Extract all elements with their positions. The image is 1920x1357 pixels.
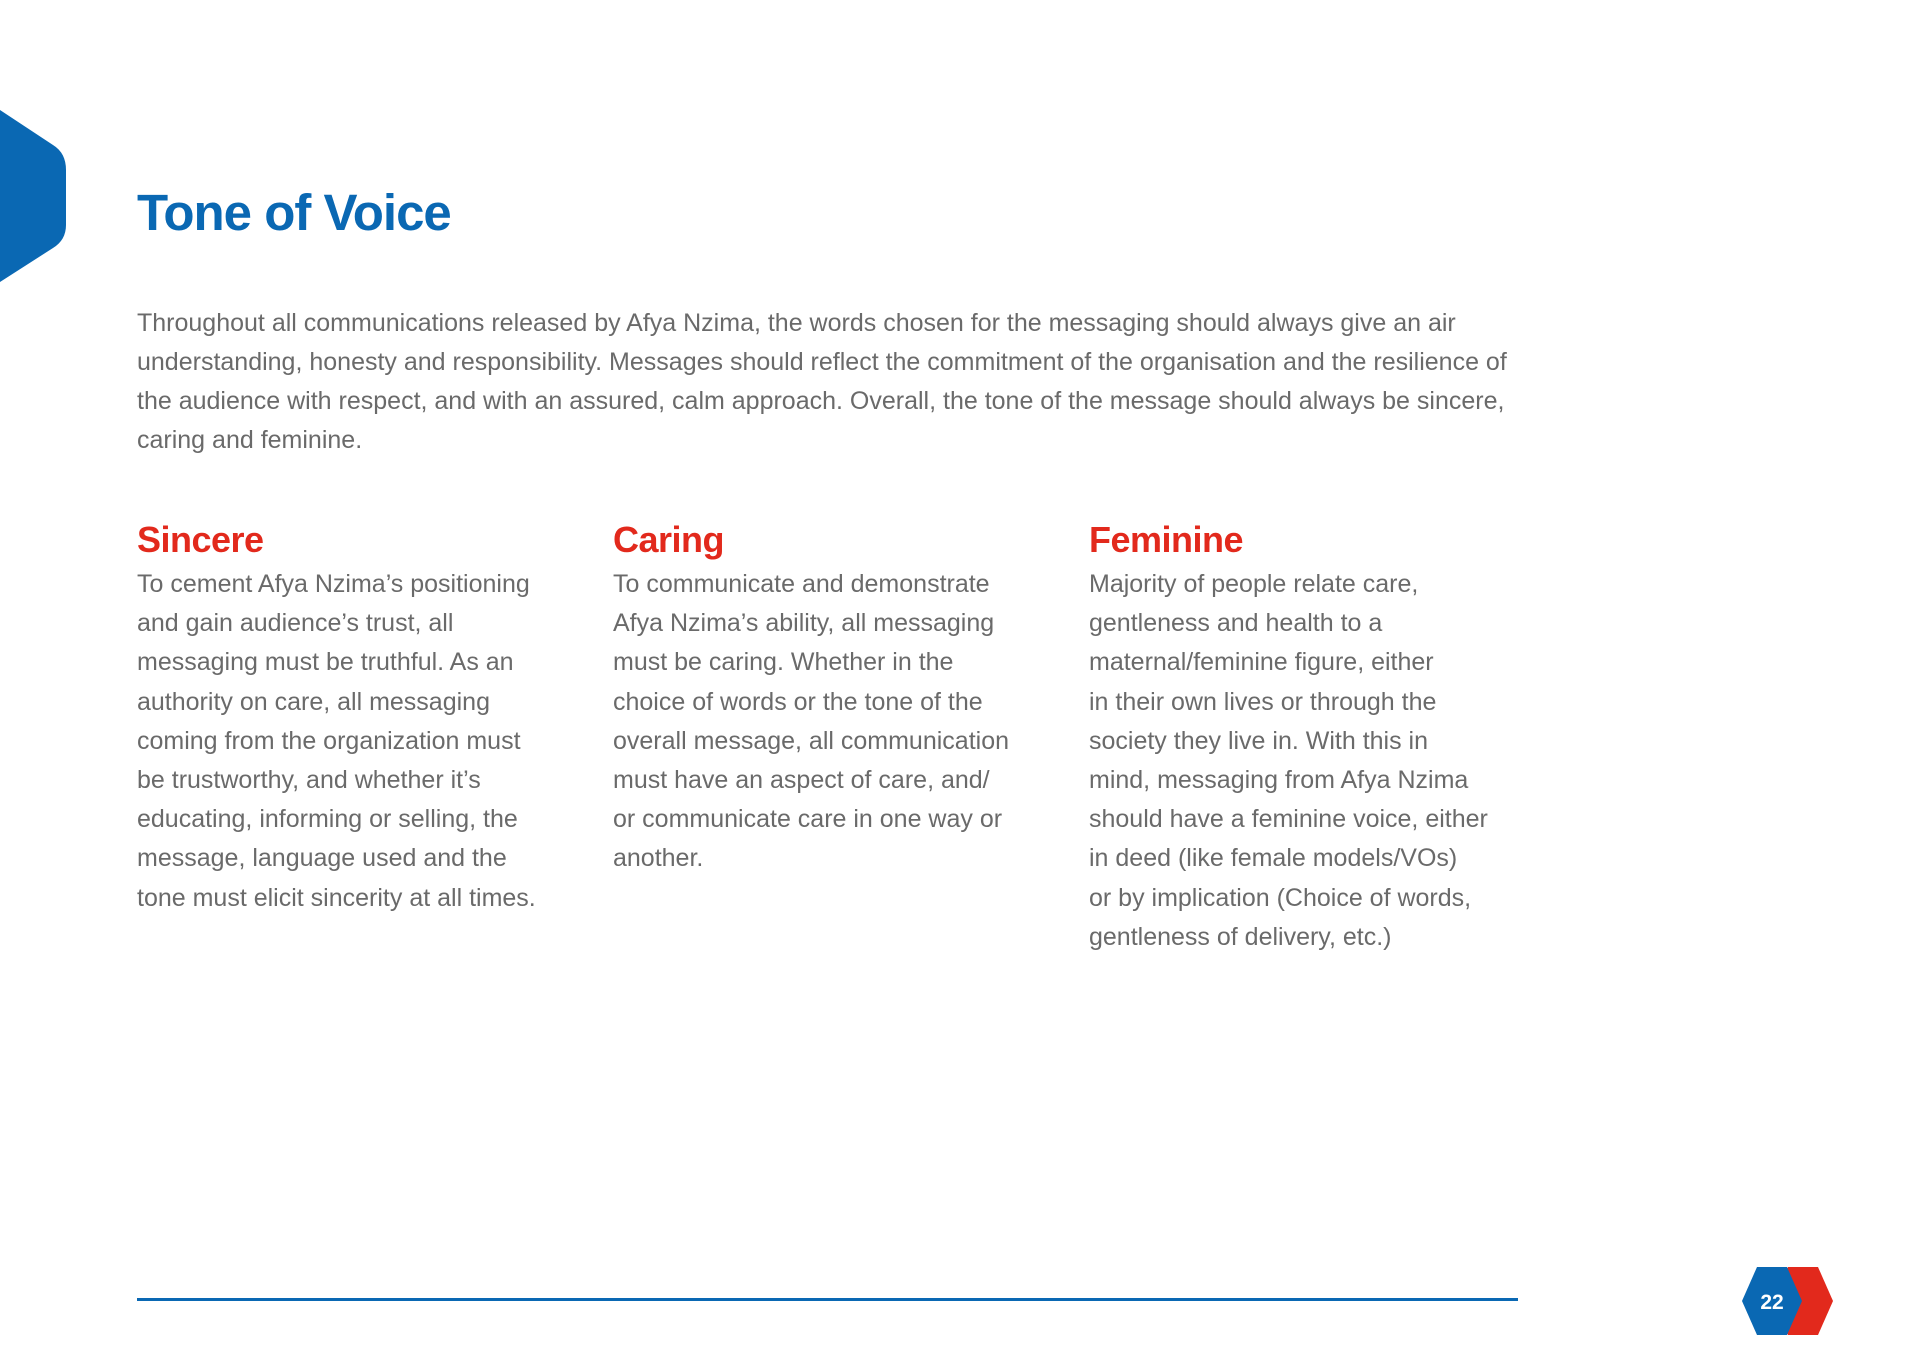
body-line: gentleness of delivery, etc.) <box>1089 922 1392 951</box>
tone-column-feminine <box>1089 515 1539 957</box>
column-body <box>1089 565 1539 957</box>
body-line: overall message, all communication <box>613 726 1010 755</box>
column-heading: Sincere <box>137 519 264 560</box>
body-line: tone must elicit sincerity at all times. <box>137 883 536 912</box>
page-title: Tone of Voice <box>137 184 451 241</box>
body-line: educating, informing or selling, the <box>137 805 518 834</box>
column-body <box>613 565 1063 879</box>
body-line: or communicate care in one way or <box>613 805 1003 834</box>
body-line: in deed (like female models/VOs) <box>1089 844 1458 873</box>
body-line: Majority of people relate care, <box>1089 570 1419 598</box>
footer-divider <box>137 1298 1518 1301</box>
body-line: maternal/feminine figure, either <box>1089 648 1434 677</box>
body-line: be trustworthy, and whether it’s <box>137 766 481 795</box>
body-line: another. <box>613 844 704 873</box>
body-line: coming from the organization must <box>137 726 521 755</box>
body-line: should have a feminine voice, either <box>1089 805 1488 834</box>
body-line: To cement Afya Nzima’s positioning <box>137 570 530 598</box>
page-number: 22 <box>1760 1291 1784 1314</box>
body-line: society they live in. With this in <box>1089 726 1429 755</box>
body-line: mind, messaging from Afya Nzima <box>1089 766 1469 795</box>
tone-column-caring <box>613 515 1063 879</box>
body-line: gentleness and health to a <box>1089 609 1383 638</box>
intro-paragraph: Throughout all communications released by Afya Nzima, the words chosen for the messaging should always give an air understanding, honesty and responsibility. Messages should reflect the commitment of the organisation and the resilience of the audience with respect, and with an assured, calm approach. Overall, the tone of the message should always be sincere, caring and feminine. <box>137 309 1507 454</box>
body-line: Afya Nzima’s ability, all messaging <box>613 609 995 638</box>
body-line: must have an aspect of care, and/ <box>613 766 990 795</box>
body-line: To communicate and demonstrate <box>613 570 990 598</box>
body-line: in their own lives or through the <box>1089 687 1437 716</box>
column-heading: Feminine <box>1089 519 1244 560</box>
page-number-badge <box>1740 1265 1836 1337</box>
body-line: must be caring. Whether in the <box>613 648 954 677</box>
tone-column-sincere <box>137 515 587 918</box>
body-line: and gain audience’s trust, all <box>137 609 454 638</box>
body-line: choice of words or the tone of the <box>613 687 983 716</box>
corner-hexagon-decoration <box>0 0 80 300</box>
body-line: or by implication (Choice of words, <box>1089 883 1472 912</box>
column-heading: Caring <box>613 519 725 560</box>
body-line: messaging must be truthful. As an <box>137 648 514 677</box>
column-body <box>137 565 587 918</box>
body-line: message, language used and the <box>137 844 507 873</box>
body-line: authority on care, all messaging <box>137 687 490 716</box>
